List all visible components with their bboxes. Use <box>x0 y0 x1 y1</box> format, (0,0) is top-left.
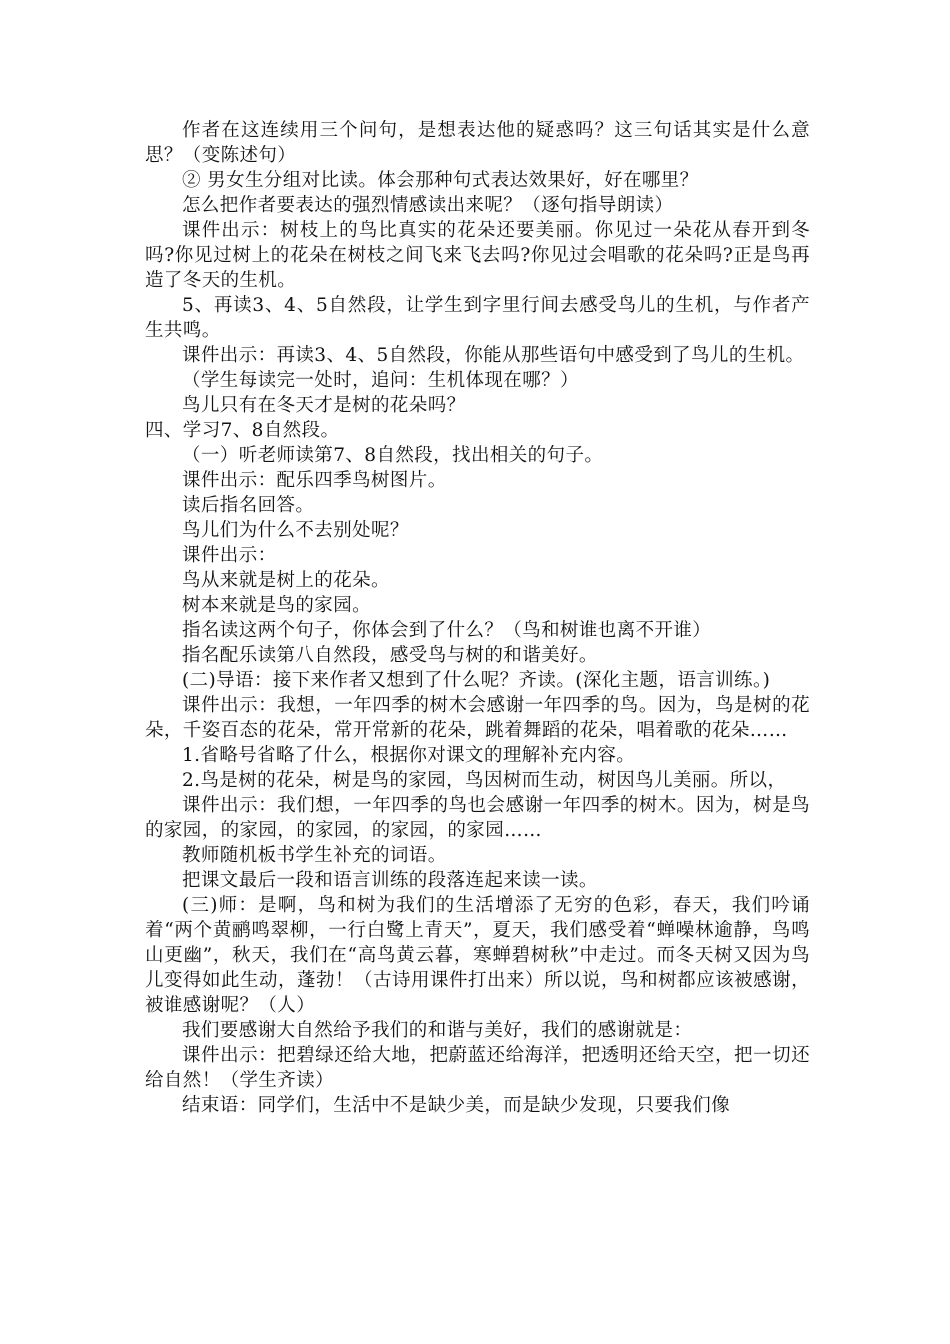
paragraph: 鸟从来就是树上的花朵。 <box>182 570 390 591</box>
paragraph: 结束语：同学们，生活中不是缺少美，而是缺少发现，只要我们像 <box>182 1095 731 1116</box>
paragraph: 课件出示：配乐四季鸟树图片。 <box>182 470 447 491</box>
paragraph: 树本来就是鸟的家园。 <box>182 595 372 616</box>
paragraph: 我们要感谢大自然给予我们的和谐与美好，我们的感谢就是： <box>182 1020 693 1041</box>
paragraph: 2.鸟是树的花朵，树是鸟的家园，鸟因树而生动，树因鸟儿美丽。所以， <box>182 770 787 791</box>
paragraph: 鸟儿们为什么不去别处呢？ <box>182 520 409 541</box>
paragraph: 课件出示： <box>182 545 277 566</box>
paragraph: （一）听老师读第7、8自然段，找出相关的句子。 <box>182 445 604 466</box>
paragraph: 5、再读3、4、5自然段，让学生到字里行间去感受鸟儿的生机，与作者产生共鸣。 <box>145 295 810 341</box>
paragraph: 指名配乐读第八自然段，感受鸟与树的和谐美好。 <box>182 645 598 666</box>
paragraph: ② 男女生分组对比读。体会那种句式表达效果好，好在哪里？ <box>182 170 699 191</box>
paragraph: 把课文最后一段和语言训练的段落连起来读一读。 <box>182 870 598 891</box>
paragraph: 鸟儿只有在冬天才是树的花朵吗？ <box>182 395 466 416</box>
paragraph: 作者在这连续用三个问句，是想表达他的疑惑吗？这三句话其实是什么意思？（变陈述句） <box>145 120 810 166</box>
paragraph: (三)师：是啊，鸟和树为我们的生活增添了无穷的色彩，春天，我们吟诵着“两个黄鹂鸣翠柳，一行白鹭上青天”，夏天，我们感受着“蝉噪林逾静，鸟鸣山更幽”，秋天，我们在“高鸟黄云暮，寒蝉碧树秋”中走过。而冬天树又因为鸟儿变得如此生动，蓬勃！（古诗用课件打出来）所以说，鸟和树都应该被感谢，被谁感谢呢？（人） <box>145 895 810 1016</box>
section-heading: 四、学习7、8自然段。 <box>145 420 340 441</box>
document-page <box>145 118 810 1118</box>
paragraph: 读后指名回答。 <box>182 495 315 516</box>
paragraph: 课件出示：树枝上的鸟比真实的花朵还要美丽。你见过一朵花从春开到冬吗?你见过树上的花朵在树枝之间飞来飞去吗?你见过会唱歌的花朵吗?正是鸟再造了冬天的生机。 <box>145 220 810 291</box>
paragraph: 课件出示：我们想，一年四季的鸟也会感谢一年四季的树木。因为，树是鸟的家园，的家园，的家园，的家园，的家园…… <box>145 795 810 841</box>
paragraph: 1.省略号省略了什么，根据你对课文的理解补充内容。 <box>182 745 636 766</box>
paragraph: 课件出示：把碧绿还给大地，把蔚蓝还给海洋，把透明还给天空，把一切还给自然！（学生齐读） <box>145 1045 810 1091</box>
paragraph: 课件出示：我想，一年四季的树木会感谢一年四季的鸟。因为，鸟是树的花朵，千姿百态的花朵，常开常新的花朵，跳着舞蹈的花朵，唱着歌的花朵…… <box>145 695 810 741</box>
paragraph: 教师随机板书学生补充的词语。 <box>182 845 447 866</box>
paragraph: (二)导语：接下来作者又想到了什么呢？齐读。(深化主题，语言训练。) <box>182 670 771 691</box>
paragraph: 指名读这两个句子，你体会到了什么？（鸟和树谁也离不开谁） <box>182 620 712 641</box>
paragraph: 怎么把作者要表达的强烈情感读出来呢？（逐句指导朗读） <box>182 195 674 216</box>
paragraph: （学生每读完一处时，追问：生机体现在哪？） <box>182 370 579 391</box>
paragraph: 课件出示：再读3、4、5自然段，你能从那些语句中感受到了鸟儿的生机。 <box>182 345 805 366</box>
